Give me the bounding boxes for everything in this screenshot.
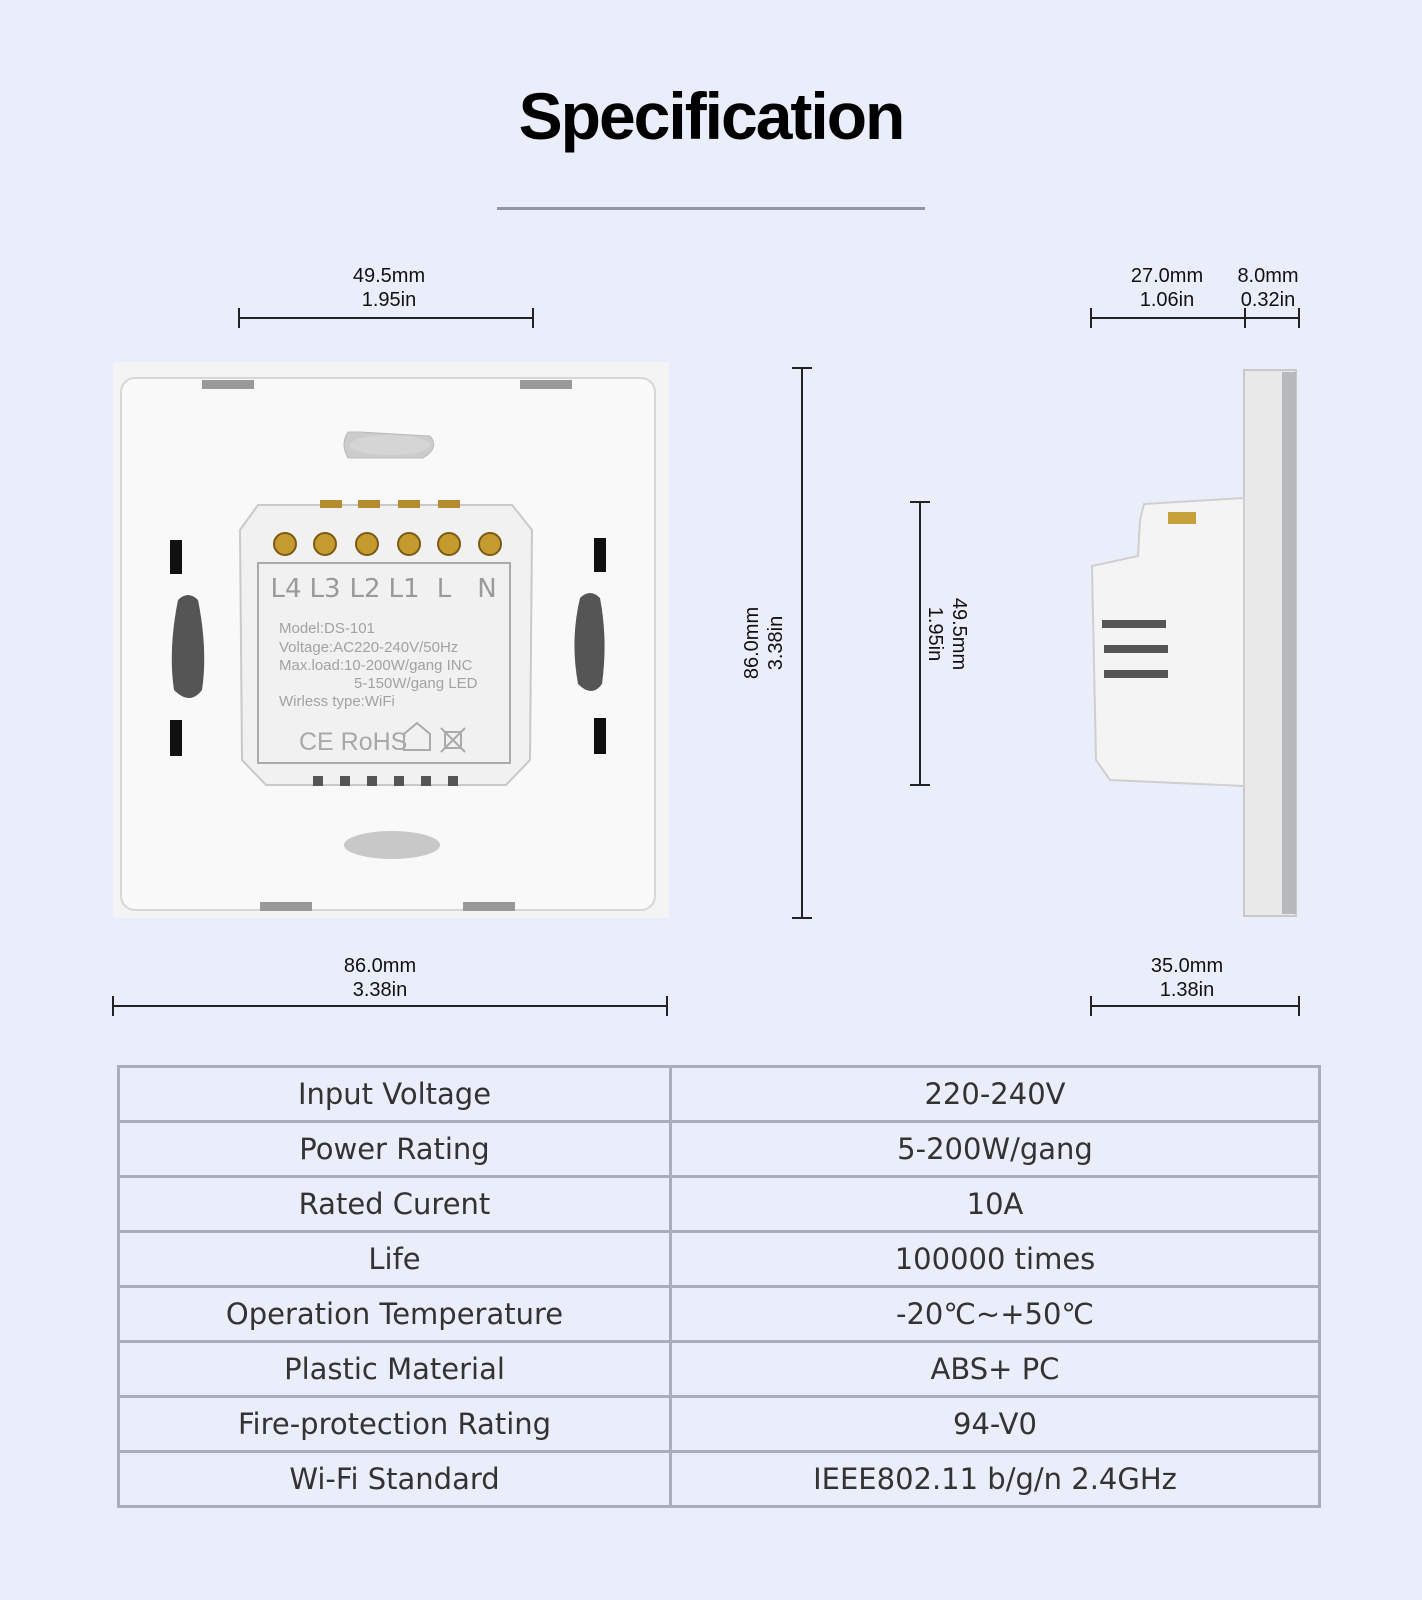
table-row (119, 1287, 1320, 1342)
table-row (119, 1122, 1320, 1177)
spec-value: 10A (671, 1177, 1320, 1232)
spec-value: 220-240V (671, 1067, 1320, 1122)
spec-table (117, 1065, 1321, 1508)
front-height-dimension (792, 368, 812, 918)
table-row (119, 1397, 1320, 1452)
terminal-label: L (436, 574, 452, 604)
module-voltage: Voltage:AC220-240V/50Hz (279, 639, 459, 656)
side-total-depth-mm: 35.0mm (1150, 955, 1224, 977)
terminal-label: N (477, 574, 497, 604)
front-height-mm: 86.0mm (741, 606, 763, 680)
module-wireless: Wirless type:WiFi (279, 693, 395, 710)
spec-value: 94-V0 (671, 1397, 1320, 1452)
front-width-in: 1.95in (361, 289, 417, 311)
weee-bin-icon (441, 728, 465, 752)
table-row (119, 1452, 1320, 1507)
spec-label: Wi-Fi Standard (119, 1452, 671, 1507)
spec-label: Rated Curent (119, 1177, 671, 1232)
spec-label: Input Voltage (119, 1067, 671, 1122)
front-width-mm: 49.5mm (352, 265, 426, 287)
front-width-dimension (239, 308, 533, 328)
switch-side-view (1092, 370, 1296, 916)
spec-value: -20℃~+50℃ (671, 1287, 1320, 1342)
module-max-load: Max.load:10-200W/gang INC (279, 657, 473, 674)
spec-label: Operation Temperature (119, 1287, 671, 1342)
front-height-in: 3.38in (765, 615, 787, 671)
spec-value: ABS+ PC (671, 1342, 1320, 1397)
table-row (119, 1177, 1320, 1232)
spec-label: Plastic Material (119, 1342, 671, 1397)
module-model: Model:DS-101 (279, 620, 375, 637)
side-total-depth-in: 1.38in (1159, 979, 1215, 1001)
spec-label: Power Rating (119, 1122, 671, 1177)
side-body-depth-in: 1.06in (1139, 289, 1195, 311)
terminal-label: L2 (349, 574, 381, 604)
side-module-height-in: 1.95in (924, 606, 946, 662)
table-row (119, 1232, 1320, 1287)
certification-marks: CE RoHS (299, 728, 408, 756)
table-row (119, 1067, 1320, 1122)
spec-value: 5-200W/gang (671, 1122, 1320, 1177)
spec-label: Life (119, 1232, 671, 1287)
spec-value: 100000 times (671, 1232, 1320, 1287)
switch-front-view (113, 362, 669, 918)
terminal-label: L4 (270, 574, 302, 604)
front-total-width-in: 3.38in (352, 979, 408, 1001)
side-module-height-mm: 49.5mm (948, 597, 970, 671)
table-row (119, 1342, 1320, 1397)
side-depth-dimension (1091, 308, 1299, 328)
terminal-label: L1 (388, 574, 420, 604)
page-title: Specification (518, 79, 904, 153)
terminal-label: L3 (309, 574, 341, 604)
front-total-width-mm: 86.0mm (343, 955, 417, 977)
spec-label: Fire-protection Rating (119, 1397, 671, 1452)
module-max-load-led: 5-150W/gang LED (354, 675, 478, 692)
side-body-depth-mm: 27.0mm (1130, 265, 1204, 287)
spec-value: IEEE802.11 b/g/n 2.4GHz (671, 1452, 1320, 1507)
side-panel-depth-in: 0.32in (1240, 289, 1296, 311)
side-panel-depth-mm: 8.0mm (1237, 265, 1299, 287)
